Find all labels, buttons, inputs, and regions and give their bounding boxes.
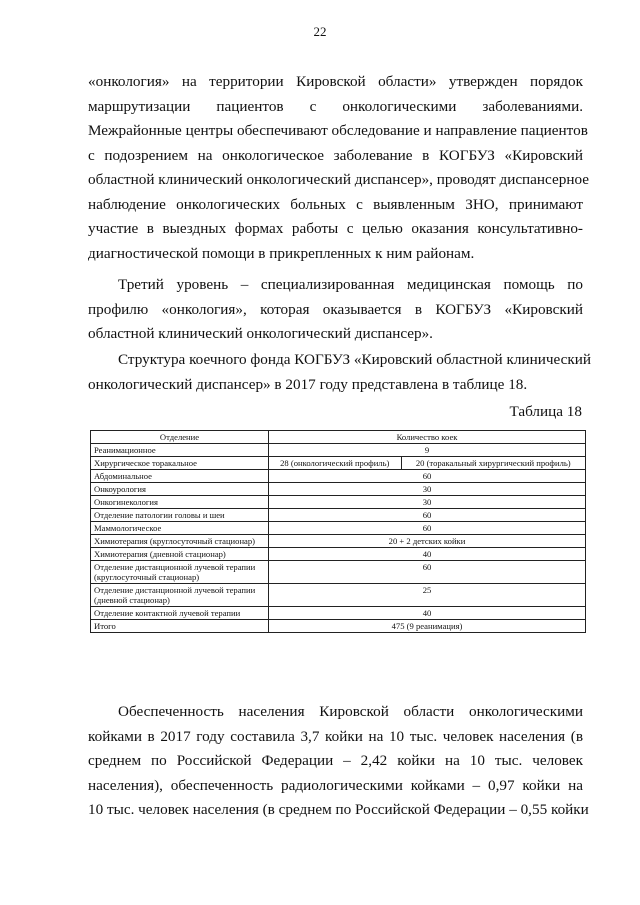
beds-cell: 475 (9 реанимация): [269, 620, 586, 633]
dept-cell: Отделение дистанционной лучевой терапии (дневной стационар): [91, 584, 269, 607]
text-line: 10 тыс. человек населения (в среднем по Российской Федерации – 0,55 койки: [88, 801, 589, 818]
paragraph-structure: [88, 348, 591, 397]
table-row: [91, 535, 586, 548]
dept-cell: Абдоминальное: [91, 470, 269, 483]
beds-cell: 30: [269, 496, 586, 509]
text-line: Обеспеченность населения Кировской области онкологическими: [118, 703, 583, 720]
dept-cell: Отделение патологии головы и шеи: [91, 509, 269, 522]
text-line: населения), обеспеченность радиологическими койками – 0,97 койки на: [88, 776, 583, 794]
table-caption: Таблица 18: [509, 403, 582, 420]
beds-table: [90, 430, 586, 633]
beds-cell: 40: [269, 548, 586, 561]
dept-cell: Реанимационное: [91, 444, 269, 457]
beds-cell: 20 + 2 детских койки: [269, 535, 586, 548]
text-line: с подозрением на онкологическое заболевание в КОГБУЗ «Кировский: [88, 146, 583, 164]
paragraph-bed-provision: [88, 700, 589, 823]
text-line: наблюдение онкологических больных с выявленным ЗНО, принимают: [88, 195, 583, 213]
table-header-row: [91, 431, 586, 444]
text-line: участие в выездных формах работы с целью оказания консультативно-: [88, 220, 583, 237]
dept-cell: Отделение дистанционной лучевой терапии (круглосуточный стационар): [91, 561, 269, 584]
table-row: [91, 457, 586, 470]
dept-cell: Итого: [91, 620, 269, 633]
dept-cell: Химиотерапия (дневной стационар): [91, 548, 269, 561]
beds-cell: 9: [269, 444, 586, 457]
dept-cell: Хирургическое торакальное: [91, 457, 269, 470]
table-row: [91, 483, 586, 496]
text-line: Межрайонные центры обеспечивают обследование и направление пациентов: [88, 122, 588, 139]
beds-cell: 25: [269, 584, 586, 607]
beds-cell: 60: [269, 470, 586, 483]
text-line: диагностической помощи в прикрепленных к ним районам.: [88, 244, 475, 262]
table-row: [91, 548, 586, 561]
dept-cell: Отделение контактной лучевой терапии: [91, 607, 269, 620]
text-line: среднем по Российской Федерации – 2,42 койки на 10 тыс. человек: [88, 752, 583, 769]
text-line: профилю «онкология», которая оказывается в КОГБУЗ «Кировский: [88, 300, 583, 318]
table-row: [91, 444, 586, 457]
table-row: [91, 607, 586, 620]
table-row: [91, 584, 586, 607]
header-department: Отделение: [91, 431, 269, 444]
text-line: Третий уровень – специализированная медицинская помощь по: [118, 276, 583, 293]
text-line: онкологический диспансер» в 2017 году представлена в таблице 18.: [88, 375, 528, 393]
beds-cell: 30: [269, 483, 586, 496]
text-line: маршрутизации пациентов с онкологическими заболеваниями.: [88, 97, 583, 115]
beds-cell: 60: [269, 509, 586, 522]
dept-cell: Маммологическое: [91, 522, 269, 535]
text-line: «онкология» на территории Кировской области» утвержден порядок: [88, 73, 583, 90]
text-line: койками в 2017 году составила 3,7 койки на 10 тыс. человек населения (в: [88, 727, 583, 745]
table-row: [91, 470, 586, 483]
table-row: [91, 509, 586, 522]
paragraph-third-level: [88, 273, 583, 347]
beds-cell: 28 (онкологический профиль): [269, 457, 402, 470]
page-number: 22: [313, 24, 327, 39]
text-line: областной клинический онкологический диспансер», проводят диспансерное: [88, 171, 589, 188]
dept-cell: Онкоурология: [91, 483, 269, 496]
header-bed-count: Количество коек: [269, 431, 586, 444]
text-line: Структура коечного фонда КОГБУЗ «Кировский областной клинический: [118, 351, 591, 368]
table-row: [91, 496, 586, 509]
beds-cell: 60: [269, 522, 586, 535]
table-row: [91, 561, 586, 584]
beds-cell: 40: [269, 607, 586, 620]
paragraph-routing: [88, 70, 589, 266]
dept-cell: Онкогинекология: [91, 496, 269, 509]
table-row: [91, 522, 586, 535]
table-total-row: [91, 620, 586, 633]
dept-cell: Химиотерапия (круглосуточный стационар): [91, 535, 269, 548]
text-line: областной клинический онкологический диспансер».: [88, 325, 433, 342]
beds-cell: 20 (торакальный хирургический профиль): [401, 457, 586, 470]
beds-cell: 60: [269, 561, 586, 584]
